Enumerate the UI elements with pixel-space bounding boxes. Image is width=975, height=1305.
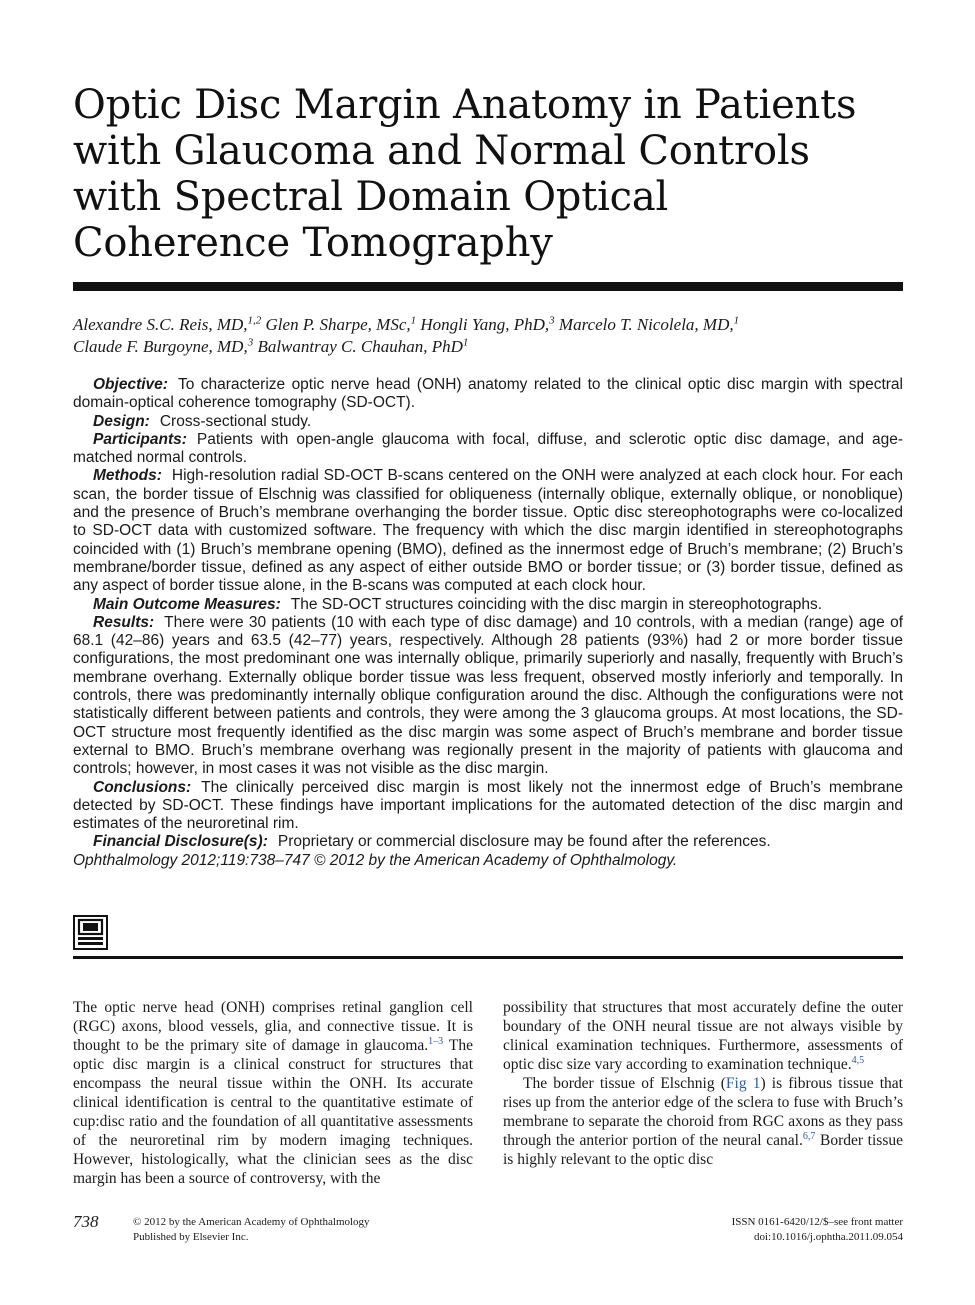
section-label: Main Outcome Measures: xyxy=(93,595,281,613)
abstract-participants: Participants: Patients with open-angle glaucoma with focal, diffuse, and sclerotic optic disc damage, and age-matched normal controls. xyxy=(73,430,903,467)
abstract xyxy=(73,376,903,870)
abstract-objective: Objective: To characterize optic nerve head (ONH) anatomy related to the clinical optic disc margin with spectral domain-optical coherence tomography (SD-OCT). xyxy=(73,376,903,412)
computer-terminal-icon[interactable] xyxy=(73,915,108,950)
abstract-disclosure: Financial Disclosure(s): Proprietary or commercial disclosure may be found after the references. xyxy=(93,833,771,851)
author-affiliation: 3 xyxy=(247,336,254,349)
doi: doi:10.1016/j.ophtha.2011.09.054 xyxy=(753,1231,903,1243)
section-label: Results: xyxy=(93,613,155,631)
section-label: Design: xyxy=(93,412,150,430)
body-paragraph: The border tissue of Elschnig (Fig 1) is fibrous tissue that rises up from the anterior edge of the sclera to fuse with Bruch’s membrane to separate the choroid from RGC axons as they pass through the anterior portion of the neural canal.$^{6,7}$ Border tissue is highly relevant to the optic disc xyxy=(503,1075,903,1168)
article-title: Optic Disc Margin Anatomy in Patients with Glaucoma and Normal Controls with Spectral Domain Optical Coherence Tomography xyxy=(73,82,857,266)
author-name: Alexandre S.C. Reis, MD, xyxy=(73,315,248,334)
author-affiliation: 3 xyxy=(549,314,555,327)
reference-link[interactable]: 1–3 xyxy=(428,1035,444,1047)
page-number: 738 xyxy=(73,1212,99,1231)
author-name: Marcelo T. Nicolela, MD, xyxy=(558,315,734,334)
section-label: Methods: xyxy=(93,467,162,485)
reference-link[interactable]: 6,7 xyxy=(802,1130,816,1142)
figure-link[interactable]: Fig 1 xyxy=(725,1075,761,1092)
abstract-results: Results: There were 30 patients (10 with each type of disc damage) and 10 controls, with a median (range) age of 68.1 (42–86) years and 63.5 (42–77) years, respectively. Although 28 patients (93%) had 2 or more border tissue configurations, the most predominant one was internally oblique, primarily superiorly and nasally, frequently with Bruch’s membrane overhang. Externally oblique border tissue was less frequent, observed mostly inferiorly and temporally. In controls, there was predominantly internally oblique configuration around the disc. Although the configurations were not statistically different between patients and controls, they were among the 3 glaucoma groups. At most locations, the SD-OCT structure most frequently identified as the disc margin was some aspect of Bruch’s membrane and border tissue external to BMO. Bruch’s membrane overhang was regionally present in the majority of patients with glaucoma and controls; however, in most cases it was not visible as the disc margin. xyxy=(73,613,903,778)
author-affiliation: 1 xyxy=(733,314,740,327)
body-column-right xyxy=(503,998,903,1169)
body-paragraph: The optic nerve head (ONH) comprises retinal ganglion cell (RGC) axons, blood vessels, glia, and connective tissue. It is thought to be the primary site of damage in glaucoma.$^{1-3}$ The optic disc margin is a clinical construct for structures that encompass the neural tissue within the ONH. Its accurate clinical identification is central to the quantitative estimate of cup:disc ratio and the foundation of all quantitative assessments of the neuroretinal rim by modern imaging techniques. However, histologically, what the clinician sees as the disc margin has been a source of controversy, with the xyxy=(73,999,473,1187)
author-affiliation: 1 xyxy=(462,336,469,349)
author-name: Hongli Yang, PhD, xyxy=(420,315,550,334)
section-divider xyxy=(73,956,903,959)
abstract-design: Design: Cross-sectional study. xyxy=(93,412,312,430)
author-name: Claude F. Burgoyne, MD, xyxy=(73,337,248,356)
issn: ISSN 0161-6420/12/$–see front matter xyxy=(731,1216,903,1228)
journal-citation: Ophthalmology 2012;119:738–747 © 2012 by the American Academy of Ophthalmology. xyxy=(73,851,678,869)
author-name: Balwantray C. Chauhan, PhD xyxy=(257,337,463,356)
section-label: Objective: xyxy=(93,376,168,393)
author-affiliation: 1,2 xyxy=(247,314,262,327)
section-label: Financial Disclosure(s): xyxy=(93,833,268,851)
body-column-left xyxy=(73,998,473,1188)
copyright-notice: © 2012 by the American Academy of Ophthalmology Published by Elsevier Inc. xyxy=(133,1216,370,1243)
author-affiliation: 1 xyxy=(410,314,417,327)
author-list xyxy=(73,314,903,358)
abstract-conclusions: Conclusions: The clinically perceived disc margin is most likely not the innermost edge of Bruch’s membrane detected by SD-OCT. These findings have important implications for the automated detection of the disc margin and estimates of the neuroretinal rim. xyxy=(73,778,903,833)
abstract-methods: Methods: High-resolution radial SD-OCT B-scans centered on the ONH were analyzed at each clock hour. For each scan, the border tissue of Elschnig was classified for obliqueness (internally oblique, externally oblique, or nonoblique) and the presence of Bruch’s membrane overhanging the border tissue. Optic disc stereophotographs were co-localized to SD-OCT data with customized software. The frequency with which the disc margin identified in stereophotographs coincided with (1) Bruch’s membrane opening (BMO), defined as the innermost edge of Bruch’s membrane; (2) Bruch’s membrane/border tissue, defined as any aspect of either outside BMO or border tissue; or (3) border tissue, defined as any aspect of border tissue alone, in the B-scans was computed at each clock hour. xyxy=(73,467,903,595)
title-divider xyxy=(73,282,903,291)
body-paragraph: possibility that structures that most accurately define the outer boundary of the ONH neural tissue are not always visible by clinical examination techniques. Furthermore, assessments of optic disc size vary according to examination technique.$^{4,5}$ xyxy=(503,999,903,1073)
issn-doi xyxy=(732,1215,903,1245)
abstract-outcome: Main Outcome Measures: The SD-OCT structures coinciding with the disc margin in stereophotographs. xyxy=(93,595,823,613)
author-name: Glen P. Sharpe, MSc, xyxy=(265,315,411,334)
reference-link[interactable]: 4,5 xyxy=(851,1054,865,1066)
section-label: Participants: xyxy=(93,430,187,448)
page-footer xyxy=(73,1212,903,1252)
section-label: Conclusions: xyxy=(93,778,192,796)
